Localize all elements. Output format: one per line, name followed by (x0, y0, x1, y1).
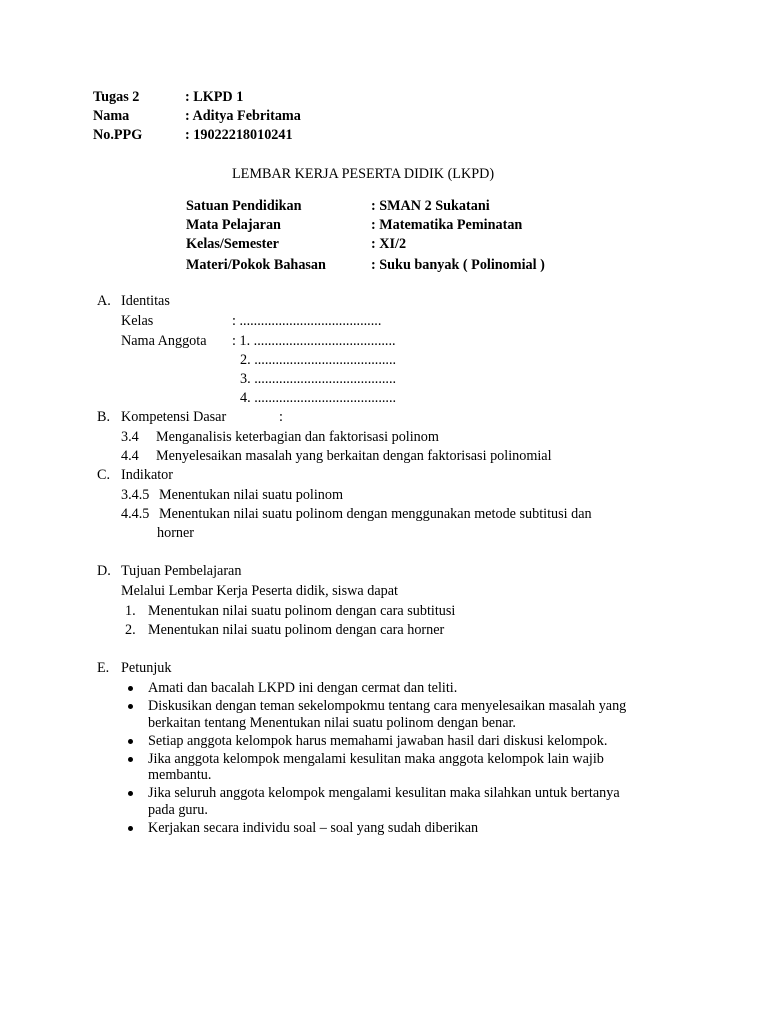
bullet-icon (128, 686, 133, 691)
tujuan-num-1: 1. (125, 603, 136, 619)
section-a-heading: Identitas (121, 293, 170, 309)
petunjuk-item-4: Jika anggota kelompok mengalami kesulitan maka anggota kelompok lain wajib (148, 751, 604, 767)
header-label-nama: Nama (93, 108, 130, 124)
section-a-letter: A. (97, 293, 111, 309)
bullet-icon (128, 704, 133, 709)
header-value-tugas: : LKPD 1 (185, 89, 244, 105)
tujuan-intro: Melalui Lembar Kerja Peserta didik, siswa dapat (121, 583, 398, 599)
anggota-blank-3: 3. ........................................ (240, 371, 397, 387)
bullet-icon (128, 826, 133, 831)
petunjuk-item-3: Setiap anggota kelompok harus memahami jawaban hasil dari diskusi kelompok. (148, 733, 608, 749)
petunjuk-item-5: Jika seluruh anggota kelompok mengalami kesulitan maka silahkan untuk bertanya (148, 785, 620, 801)
info-value-mapel: : Matematika Peminatan (371, 217, 523, 233)
indikator-text-2: Menentukan nilai suatu polinom dengan menggunakan metode subtitusi dan (159, 506, 592, 522)
page-title: LEMBAR KERJA PESERTA DIDIK (LKPD) (232, 166, 495, 182)
anggota-blank-1: : 1. ........................................ (232, 333, 396, 349)
info-label-mapel: Mata Pelajaran (186, 217, 281, 233)
section-b-colon: : (279, 409, 283, 425)
petunjuk-item-2-cont: berkaitan tentang Menentukan nilai suatu polinom dengan benar. (148, 715, 516, 731)
section-d-letter: D. (97, 563, 111, 579)
section-b-heading: Kompetensi Dasar (121, 409, 227, 425)
bullet-icon (128, 757, 133, 762)
petunjuk-item-6: Kerjakan secara individu soal – soal yang sudah diberikan (148, 820, 479, 836)
petunjuk-item-1: Amati dan bacalah LKPD ini dengan cermat dan teliti. (148, 680, 458, 696)
tujuan-num-2: 2. (125, 622, 136, 638)
petunjuk-item-5-cont: pada guru. (148, 802, 208, 818)
info-value-materi: : Suku banyak ( Polinomial ) (371, 257, 545, 273)
kd-text-1: Menganalisis keterbagian dan faktorisasi polinom (156, 429, 439, 445)
anggota-label: Nama Anggota (121, 333, 207, 349)
info-label-kelas: Kelas/Semester (186, 236, 279, 252)
info-value-satuan: : SMAN 2 Sukatani (371, 198, 490, 214)
tujuan-text-2: Menentukan nilai suatu polinom dengan cara horner (148, 622, 445, 638)
kd-num-2: 4.4 (121, 448, 139, 464)
indikator-text-1: Menentukan nilai suatu polinom (159, 487, 344, 503)
section-c-heading: Indikator (121, 467, 174, 483)
anggota-blank-2: 2. ........................................ (240, 352, 397, 368)
info-label-satuan: Satuan Pendidikan (186, 198, 302, 214)
tujuan-text-1: Menentukan nilai suatu polinom dengan cara subtitusi (148, 603, 456, 619)
kd-text-2: Menyelesaikan masalah yang berkaitan dengan faktorisasi polinomial (156, 448, 552, 464)
kd-num-1: 3.4 (121, 429, 139, 445)
kelas-blank: : ........................................ (232, 313, 382, 329)
section-e-letter: E. (97, 660, 110, 676)
info-value-kelas: : XI/2 (371, 236, 407, 252)
header-label-tugas: Tugas 2 (93, 89, 140, 105)
bullet-icon (128, 791, 133, 796)
indikator-num-2: 4.4.5 (121, 506, 150, 522)
anggota-blank-4: 4. ........................................ (240, 390, 397, 406)
info-label-materi: Materi/Pokok Bahasan (186, 257, 326, 273)
header-value-nama: : Aditya Febritama (185, 108, 301, 124)
bullet-icon (128, 739, 133, 744)
section-e-heading: Petunjuk (121, 660, 172, 676)
petunjuk-item-2: Diskusikan dengan teman sekelompokmu tentang cara menyelesaikan masalah yang (148, 698, 627, 714)
header-label-noppg: No.PPG (93, 127, 143, 143)
section-b-letter: B. (97, 409, 111, 425)
indikator-num-1: 3.4.5 (121, 487, 150, 503)
header-value-noppg: : 19022218010241 (185, 127, 293, 143)
indikator-text-2-cont: horner (157, 525, 195, 541)
kelas-label: Kelas (121, 313, 154, 329)
section-d-heading: Tujuan Pembelajaran (121, 563, 242, 579)
section-c-letter: C. (97, 467, 111, 483)
petunjuk-item-4-cont: membantu. (148, 767, 212, 783)
